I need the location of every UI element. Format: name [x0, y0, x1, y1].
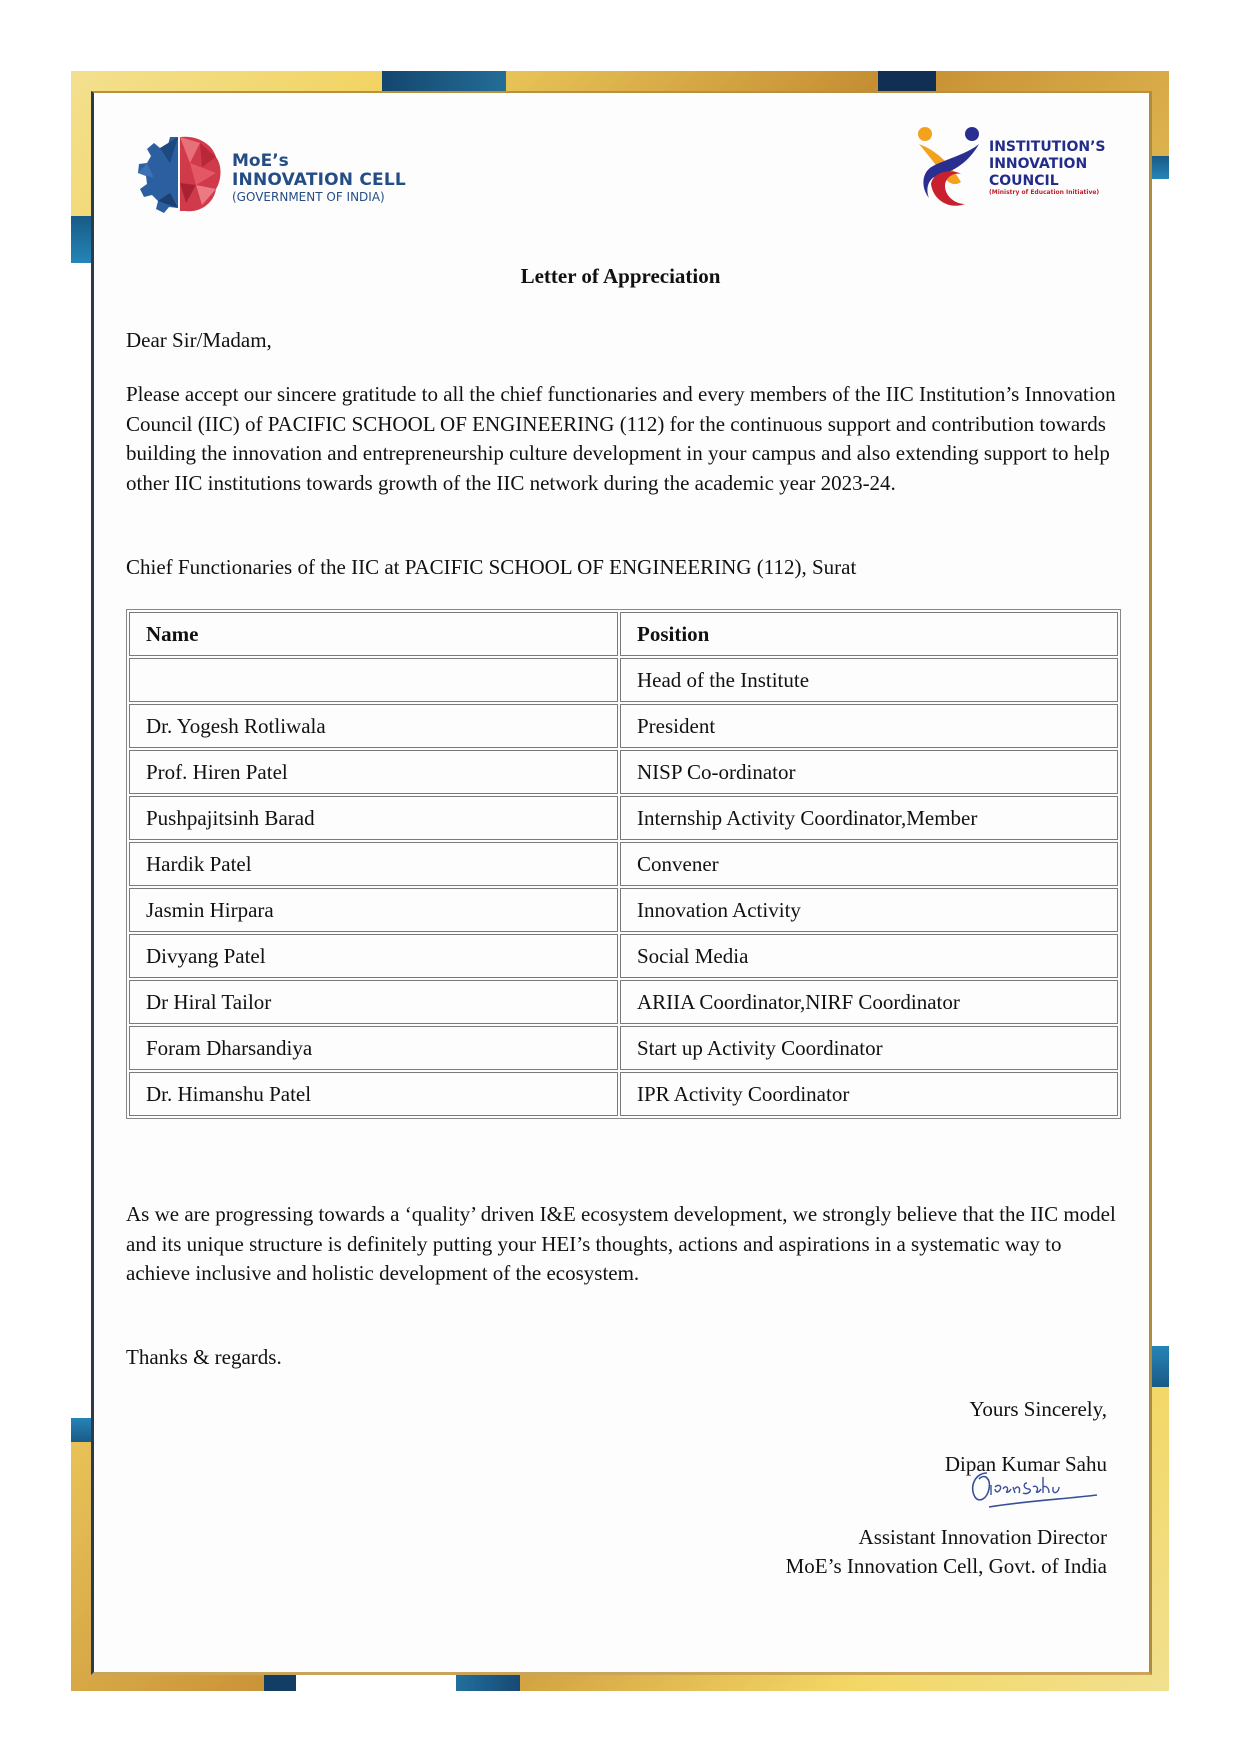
- logo-left-line3: (GOVERNMENT OF INDIA): [232, 189, 385, 204]
- table-row: [129, 796, 1118, 840]
- cell-position: President: [620, 704, 1118, 748]
- cell-position: Internship Activity Coordinator,Member: [620, 796, 1118, 840]
- salutation: Dear Sir/Madam,: [126, 328, 272, 352]
- closing: Thanks & regards.: [126, 1345, 282, 1369]
- iic-logo: [915, 126, 1105, 210]
- logo-left-line2: INNOVATION CELL: [232, 170, 406, 191]
- table-row: [129, 750, 1118, 794]
- cell-position: Innovation Activity: [620, 888, 1118, 932]
- cell-name: Dr. Himanshu Patel: [129, 1072, 618, 1116]
- signatory-title: Assistant Innovation Director: [858, 1525, 1107, 1549]
- cell-name: [129, 658, 618, 702]
- sign-off: Yours Sincerely,: [969, 1397, 1107, 1421]
- cell-name: Dr Hiral Tailor: [129, 980, 618, 1024]
- frame-accent-left-gap: [71, 263, 91, 1418]
- cell-position: Social Media: [620, 934, 1118, 978]
- table-row: [129, 980, 1118, 1024]
- frame-accent-top-right: [878, 71, 936, 93]
- table-row: [129, 842, 1118, 886]
- moe-innovation-cell-logo: [130, 133, 406, 223]
- logo-right-line3: COUNCIL: [989, 172, 1059, 189]
- cell-position: Convener: [620, 842, 1118, 886]
- frame-accent-right-upper: [1152, 156, 1169, 179]
- cell-position: NISP Co-ordinator: [620, 750, 1118, 794]
- cell-name: Divyang Patel: [129, 934, 618, 978]
- cell-name: Dr. Yogesh Rotliwala: [129, 704, 618, 748]
- cell-position: Start up Activity Coordinator: [620, 1026, 1118, 1070]
- signatory-name: Dipan Kumar Sahu: [944, 1452, 1107, 1476]
- logo-left-line1: MoE’s: [232, 150, 289, 171]
- functionaries-table: [126, 609, 1121, 1119]
- cell-position: ARIIA Coordinator,NIRF Coordinator: [620, 980, 1118, 1024]
- frame-accent-right-gap: [1152, 179, 1169, 1346]
- table-row: [129, 1072, 1118, 1116]
- frame-accent-right-lower: [1152, 1346, 1169, 1387]
- cell-position: IPR Activity Coordinator: [620, 1072, 1118, 1116]
- cell-name: Prof. Hiren Patel: [129, 750, 618, 794]
- table-row: [129, 1026, 1118, 1070]
- cell-name: Foram Dharsandiya: [129, 1026, 618, 1070]
- table-intro: Chief Functionaries of the IIC at PACIFIC SCHOOL OF ENGINEERING (112), Surat: [126, 555, 857, 579]
- signatory-org: MoE’s Innovation Cell, Govt. of India: [785, 1554, 1107, 1578]
- table-row: [129, 934, 1118, 978]
- table-row: [129, 888, 1118, 932]
- cell-name: Hardik Patel: [129, 842, 618, 886]
- signature-icon: [965, 1465, 1100, 1515]
- table-row: [129, 704, 1118, 748]
- body-paragraph-1: Please accept our sincere gratitude to all the chief functionaries and every members of the IIC Institution’s Innovation Council (IIC) of PACIFIC SCHOOL OF ENGINEERING (112) for the continuous support and contribution towards building the innovation and entrepreneurship culture development in your campus and also extending support to help other IIC institutions towards growth of the IIC network during the academic year 2023-24.: [126, 382, 1116, 495]
- logo-right-line4: (Ministry of Education Initiative): [989, 189, 1100, 197]
- cell-name: Pushpajitsinh Barad: [129, 796, 618, 840]
- header-position: Position: [620, 612, 1118, 656]
- frame-accent-bottom-left: [264, 1675, 296, 1691]
- frame-accent-bottom-gap: [296, 1675, 456, 1691]
- logo-right-line1: INSTITUTION’S: [989, 139, 1106, 155]
- header-name: Name: [129, 612, 618, 656]
- frame-accent-top-left: [382, 71, 506, 93]
- cell-position: Head of the Institute: [620, 658, 1118, 702]
- frame-accent-left-upper: [71, 216, 91, 263]
- cell-name: Jasmin Hirpara: [129, 888, 618, 932]
- logo-right-line2: INNOVATION: [989, 155, 1088, 172]
- body-paragraph-2: As we are progressing towards a ‘quality’ driven I&E ecosystem development, we strongly believe that the IIC model and its unique structure is definitely putting your HEI’s thoughts, actions and aspirations in a systematic way to achieve inclusive and holistic development of the ecosystem.: [126, 1202, 1116, 1285]
- table-row: [129, 658, 1118, 702]
- frame-accent-bottom-right: [456, 1675, 520, 1691]
- gear-brain-icon: [130, 133, 226, 223]
- table-header-row: [129, 612, 1118, 656]
- frame-accent-left-lower: [71, 1418, 91, 1442]
- letter-title: Letter of Appreciation: [520, 264, 721, 288]
- iic-figure-icon: [915, 126, 985, 210]
